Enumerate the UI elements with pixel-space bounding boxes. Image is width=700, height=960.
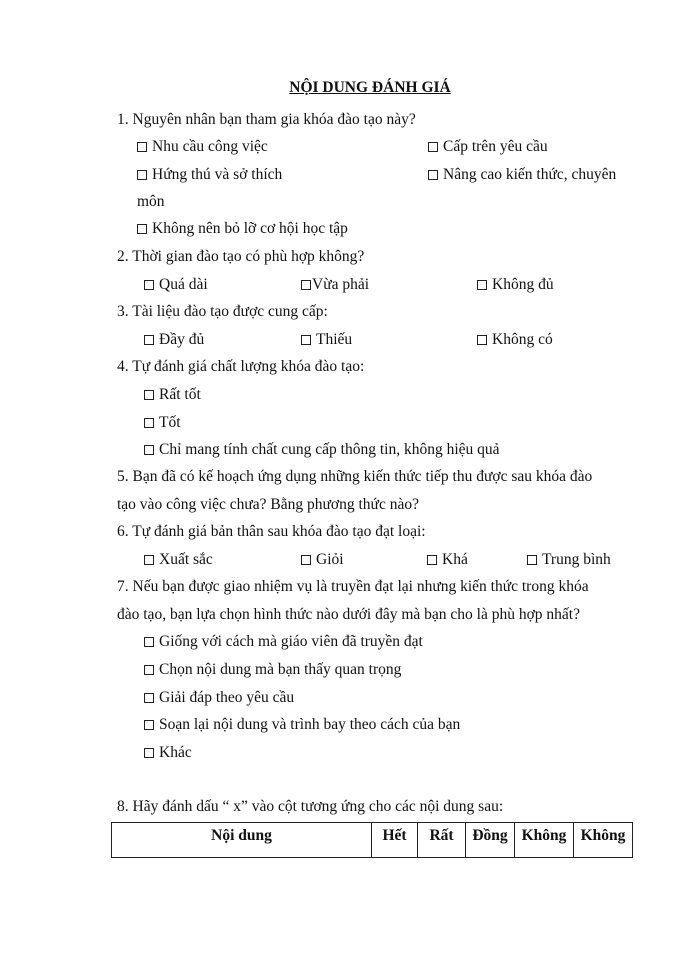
table-header-row <box>112 823 633 858</box>
checkbox-icon <box>428 142 438 152</box>
checkbox-icon <box>144 445 154 455</box>
checkbox-icon <box>428 170 438 180</box>
question-1: 1. Nguyên nhân bạn tham gia khóa đào tạo này? <box>117 111 416 128</box>
checkbox-icon <box>144 335 154 345</box>
q1-option-1[interactable]: Nhu cầu công việc <box>137 137 268 157</box>
q6-option-2[interactable]: Giỏi <box>301 550 344 570</box>
question-2: 2. Thời gian đào tạo có phù hợp không? <box>117 248 365 265</box>
checkbox-icon <box>477 335 487 345</box>
q3-option-1[interactable]: Đầy đủ <box>144 330 204 350</box>
checkbox-icon <box>144 418 154 428</box>
q6-option-3[interactable]: Khá <box>427 550 468 570</box>
table-header-cell: Rất <box>418 823 466 858</box>
checkbox-icon <box>144 693 154 703</box>
checkbox-icon <box>301 280 311 290</box>
question-5-line-2: tạo vào công việc chưa? Bằng phương thức nào? <box>117 496 419 513</box>
q4-option-1[interactable]: Rất tốt <box>144 385 201 405</box>
checkbox-icon <box>144 637 154 647</box>
checkbox-icon <box>137 170 147 180</box>
evaluation-table <box>111 822 633 858</box>
q4-option-2[interactable]: Tốt <box>144 413 181 433</box>
table-header-cell: Không <box>574 823 633 858</box>
table-header-cell: Hết <box>372 823 418 858</box>
q3-option-3[interactable]: Không có <box>477 330 553 350</box>
checkbox-icon <box>144 720 154 730</box>
q1-option-4[interactable]: Nâng cao kiến thức, chuyên <box>428 165 616 185</box>
q7-option-4[interactable]: Soạn lại nội dung và trình bay theo cách của bạn <box>144 715 460 735</box>
checkbox-icon <box>144 748 154 758</box>
q2-option-1[interactable]: Quá dài <box>144 275 208 295</box>
q7-option-3[interactable]: Giải đáp theo yêu cầu <box>144 688 294 708</box>
question-7-line-1: 7. Nếu bạn được giao nhiệm vụ là truyền đạt lại nhưng kiến thức trong khóa <box>117 578 589 595</box>
checkbox-icon <box>144 390 154 400</box>
q2-option-2[interactable]: Vừa phải <box>301 275 369 295</box>
question-6: 6. Tự đánh giá bản thân sau khóa đào tạo đạt loại: <box>117 523 426 540</box>
q7-option-5[interactable]: Khác <box>144 743 192 763</box>
q6-option-1[interactable]: Xuất sắc <box>144 550 213 570</box>
checkbox-icon <box>137 224 147 234</box>
checkbox-icon <box>527 555 537 565</box>
checkbox-icon <box>144 280 154 290</box>
checkbox-icon <box>301 335 311 345</box>
table-header-cell: Nội dung <box>112 823 372 858</box>
checkbox-icon <box>137 142 147 152</box>
page-title: NỘI DUNG ĐÁNH GIÁ <box>289 79 451 96</box>
checkbox-icon <box>144 665 154 675</box>
q1-option-3[interactable]: Hứng thú và sở thích <box>137 165 282 185</box>
question-5-line-1: 5. Bạn đã có kế hoạch ứng dụng những kiến thức tiếp thu được sau khóa đào <box>117 468 593 485</box>
question-4: 4. Tự đánh giá chất lượng khóa đào tạo: <box>117 358 365 375</box>
q1-option-2[interactable]: Cấp trên yêu cầu <box>428 137 548 157</box>
q7-option-1[interactable]: Giống với cách mà giáo viên đã truyền đạt <box>144 632 423 652</box>
q1-option-5[interactable]: Không nên bỏ lỡ cơ hội học tập <box>137 219 348 239</box>
q1-option-4-continued: môn <box>137 193 165 210</box>
checkbox-icon <box>301 555 311 565</box>
question-3: 3. Tài liệu đào tạo được cung cấp: <box>117 303 328 320</box>
checkbox-icon <box>477 280 487 290</box>
table-header-cell: Đồng <box>466 823 515 858</box>
checkbox-icon <box>427 555 437 565</box>
question-8: 8. Hãy đánh dấu “ x” vào cột tương ứng cho các nội dung sau: <box>117 798 504 815</box>
checkbox-icon <box>144 555 154 565</box>
q7-option-2[interactable]: Chọn nội dung mà bạn thấy quan trọng <box>144 660 401 680</box>
q6-option-4[interactable]: Trung bình <box>527 550 611 570</box>
q4-option-3[interactable]: Chỉ mang tính chất cung cấp thông tin, không hiệu quả <box>144 440 500 460</box>
question-7-line-2: đào tạo, bạn lựa chọn hình thức nào dưới đây mà bạn cho là phù hợp nhất? <box>117 606 580 623</box>
table-header-cell: Không <box>515 823 574 858</box>
q3-option-2[interactable]: Thiếu <box>301 330 352 350</box>
q2-option-3[interactable]: Không đủ <box>477 275 554 295</box>
